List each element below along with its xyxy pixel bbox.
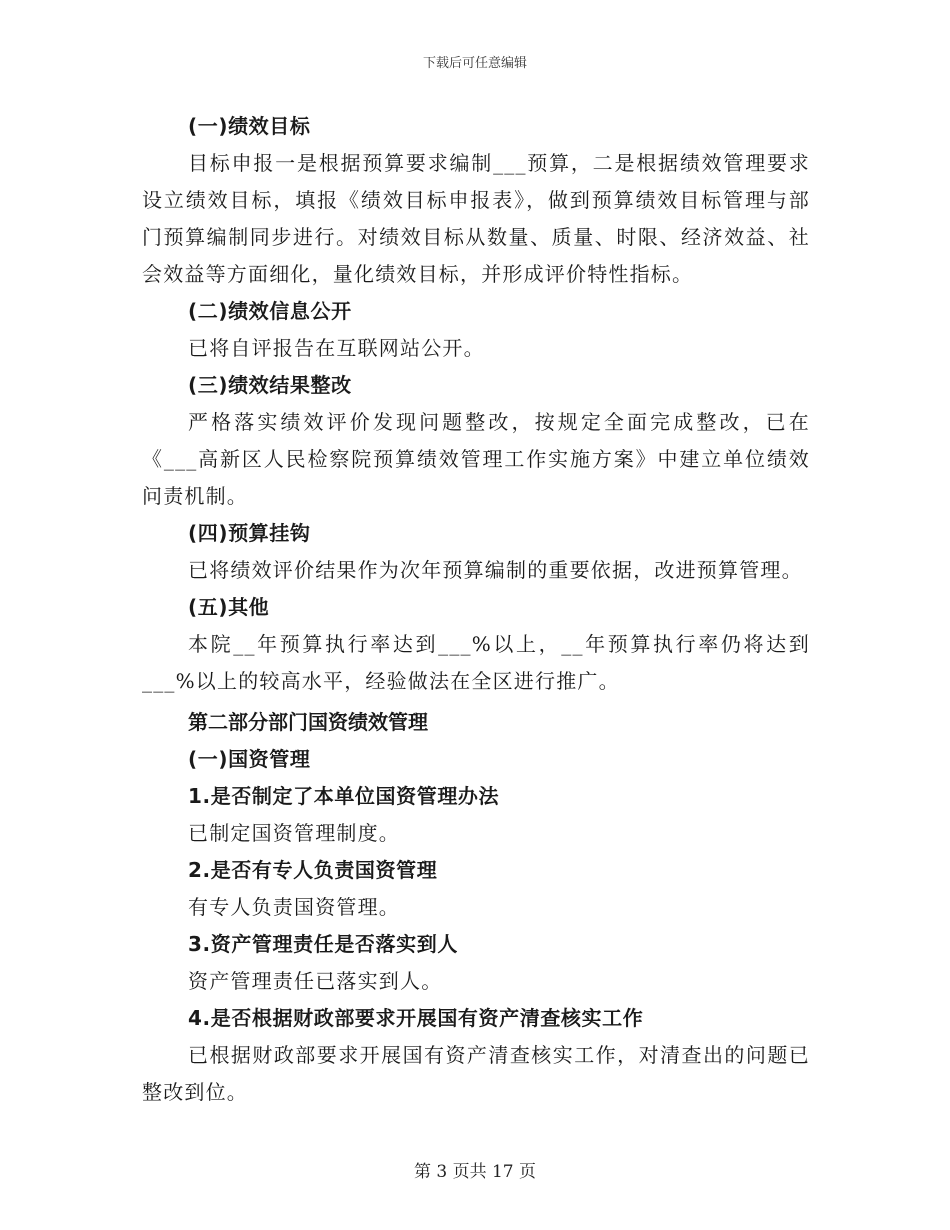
answer-3: 资产管理责任已落实到人。 [188,969,443,993]
section-heading-rectification: (三)绩效结果整改 [188,373,352,397]
part-two-title: 第二部分部门国资绩效管理 [188,710,428,734]
section-heading-other: (五)其他 [188,595,270,619]
document-body [142,108,810,1111]
section-heading-state-assets: (一)国资管理 [188,747,311,771]
paragraph-rectification: 严格落实绩效评价发现问题整改，按规定全面完成整改，已在《___高新区人民检察院预算绩效管理工作实施方案》中建立单位绩效问责机制。 [142,410,810,508]
question-heading-3: 3.资产管理责任是否落实到人 [188,932,458,956]
paragraph-performance-goals: 目标申报一是根据预算要求编制___预算，二是根据绩效管理要求设立绩效目标，填报《绩效目标申报表》，做到预算绩效目标管理与部门预算编制同步进行。对绩效目标从数量、质量、时限、经济效益、社会效益等方面细化，量化绩效目标，并形成评价特性指标。 [142,151,810,286]
question-heading-1: 1.是否制定了本单位国资管理办法 [188,784,500,808]
answer-4: 已根据财政部要求开展国有资产清查核实工作，对清查出的问题已整改到位。 [142,1043,810,1104]
question-heading-2: 2.是否有专人负责国资管理 [188,858,438,882]
question-heading-4: 4.是否根据财政部要求开展国有资产清查核实工作 [188,1006,644,1030]
answer-2: 有专人负责国资管理。 [188,895,400,919]
paragraph-info-disclosure: 已将自评报告在互联网站公开。 [188,336,485,360]
page-number-footer: 第 3 页共 17 页 [413,1162,537,1182]
paragraph-other: 本院__年预算执行率达到___%以上，__年预算执行率仍将达到___%以上的较高水平，经验做法在全区进行推广。 [142,632,810,693]
section-heading-performance-goals: (一)绩效目标 [188,114,311,138]
section-heading-budget-link: (四)预算挂钩 [188,521,311,545]
paragraph-budget-link: 已将绩效评价结果作为次年预算编制的重要依据，改进预算管理。 [188,558,803,582]
answer-1: 已制定国资管理制度。 [188,821,400,845]
page-header: 下载后可任意编辑 [422,56,527,71]
section-heading-info-disclosure: (二)绩效信息公开 [188,299,352,323]
